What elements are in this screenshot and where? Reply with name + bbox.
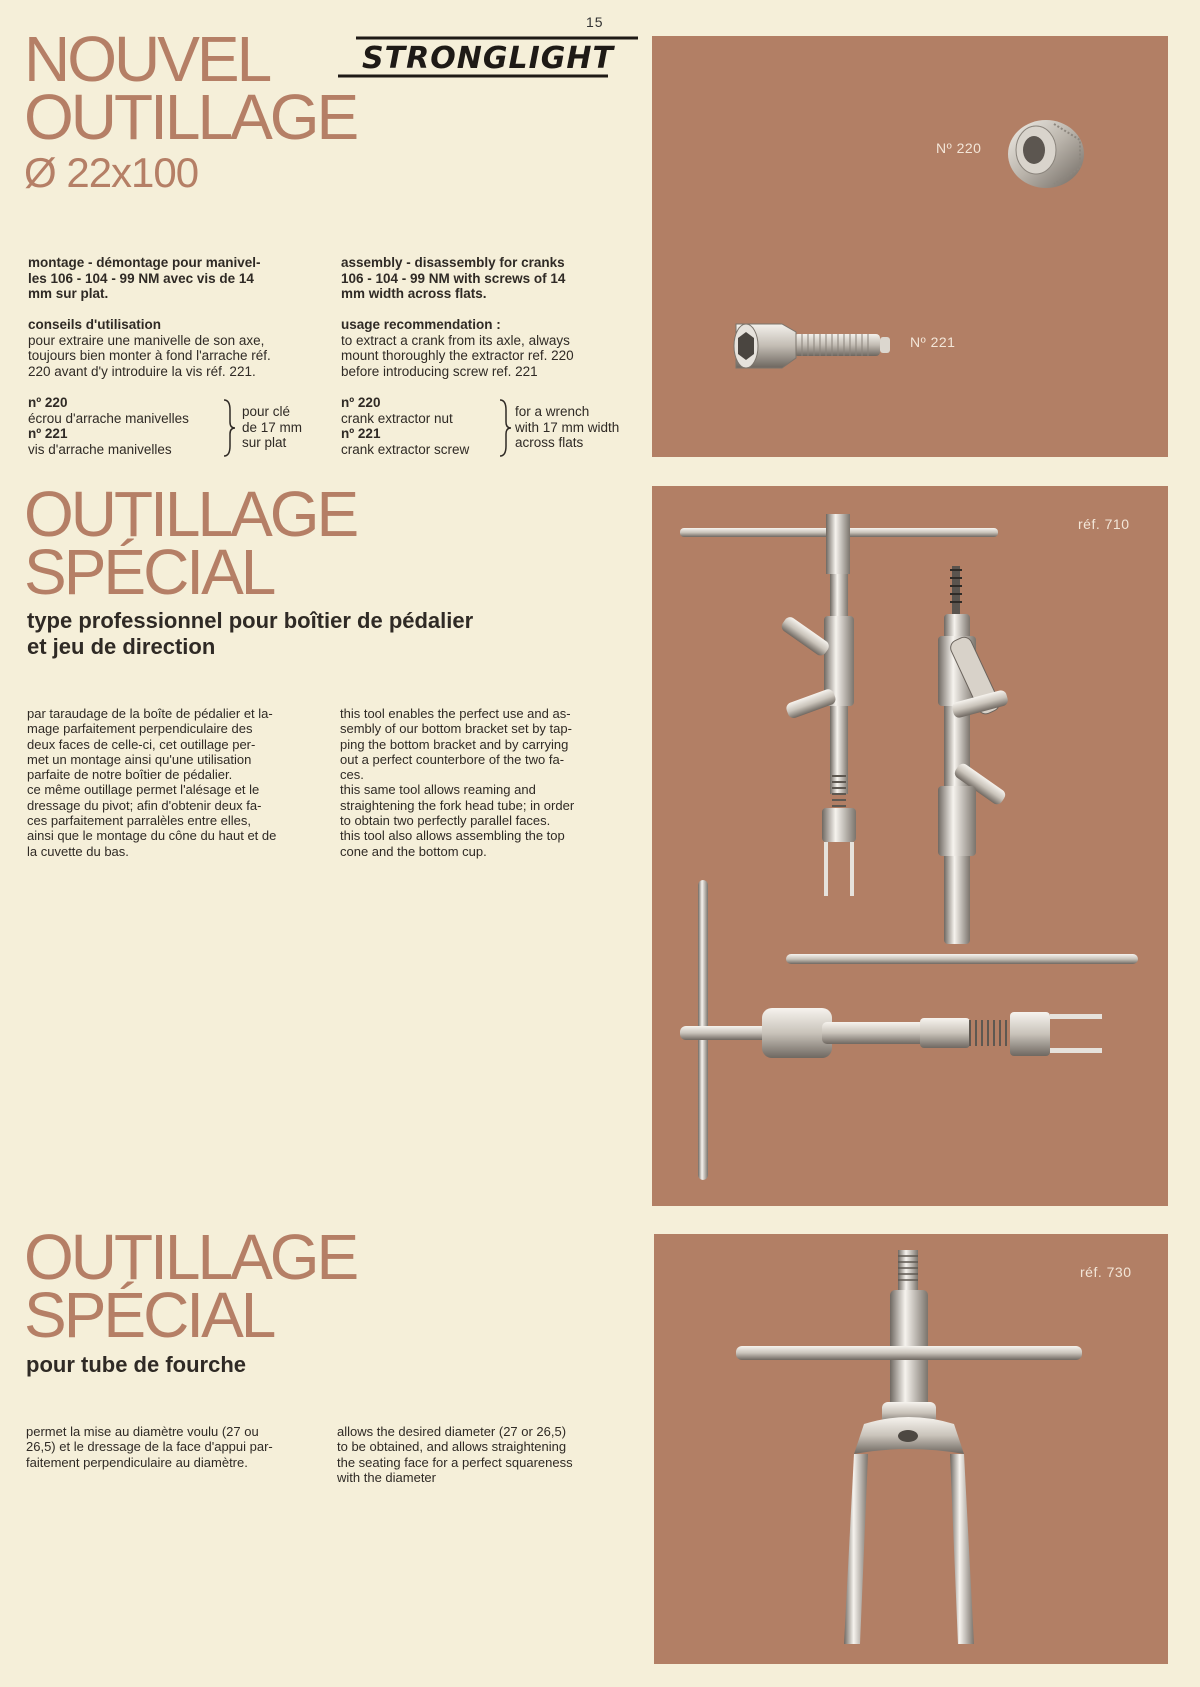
page-number: 15 [586,14,604,30]
section1-en-wrench [515,404,650,451]
section1-title-line1: NOUVEL [24,23,270,95]
nut-220-image [1004,116,1088,192]
en-text-line: ping the bottom bracket and by carrying [340,736,569,752]
en-heading-line: mm width across flats. [341,286,487,301]
section2-en-text [340,706,625,859]
fr-text-line: ainsi que le montage du cône du haut et de [27,828,277,844]
tool-730-image [654,1234,1168,1664]
fr-wrench-line: pour clé [242,404,291,419]
en-usage-line: before introducing screw ref. 221 [341,363,538,379]
photo-label-710: réf. 710 [1078,516,1130,532]
fr-part-no: nº 221 [28,426,68,441]
en-text-line: sembly of our bottom bracket set by tap- [340,721,572,737]
section1-fr-parts [28,395,228,457]
en-text-line: cone and the bottom cup. [340,843,487,859]
photo-crank-extractor [652,36,1168,457]
section1-en-usage [341,317,641,379]
en-text-line: ces. [340,767,364,783]
logo-text: STRONGLIGHT [362,41,614,76]
en-text-line: to obtain two perfectly parallel faces. [340,813,551,829]
fr-usage-line: 220 avant d'y introduire la vis réf. 221. [28,363,256,379]
fr-text-line: faitement perpendiculaire au diamètre. [26,1454,248,1470]
section3-fr-text [26,1424,316,1470]
section2-title-line1: OUTILLAGE [24,478,357,550]
fr-text-line: dressage du pivot; afin d'obtenir deux fa- [27,797,262,813]
en-part-no: nº 220 [341,395,381,410]
fr-part-no: nº 220 [28,395,68,410]
section2-subheading-line: type professionnel pour boîtier de pédalier [27,608,474,633]
section1-fr-heading [28,255,318,302]
en-usage-line: mount thoroughly the extractor ref. 220 [341,348,574,363]
fr-text-line: met un montage ainsi qu'une utilisation [27,751,252,767]
section1-en-parts [341,395,501,457]
stronglight-logo [338,34,638,84]
section2-title-line2: SPÉCIAL [24,536,274,608]
section2-subheading-line: et jeu de direction [27,634,216,659]
en-text-line: this tool also allows assembling the top [340,828,565,844]
en-text-line: allows the desired diameter (27 or 26,5) [337,1424,567,1439]
en-text-line: straightening the fork head tube; in order [340,797,575,813]
en-part-desc: crank extractor nut [341,410,453,426]
section3-subheading: pour tube de fourche [26,1352,246,1377]
tool-710-image [652,486,1168,1206]
en-wrench-line: across flats [515,435,584,450]
section3-title-line1: OUTILLAGE [24,1221,357,1293]
fr-part-desc: vis d'arrache manivelles [28,441,172,457]
section3-en-text [337,1424,627,1485]
fr-text-line: ces parfaitement parralèles entre elles, [27,813,252,829]
en-text-line: the seating face for a perfect squareness [337,1454,573,1470]
en-usage-line: to extract a crank from its axle, always [341,332,570,348]
en-part-desc: crank extractor screw [341,441,470,457]
section2-subheading [27,608,587,660]
fr-usage-line: pour extraire une manivelle de son axe, [28,332,265,348]
fr-text-line: parfaite de notre boîtier de pédalier. [27,767,233,783]
section3-title [24,1221,357,1351]
fr-wrench-line: de 17 mm [242,419,303,435]
section3-title-line2: SPÉCIAL [24,1279,274,1351]
fr-text-line: la cuvette du bas. [27,843,129,859]
photo-label-221: Nº 221 [910,334,956,350]
section1-title [24,23,357,196]
en-text-line: this same tool allows reaming and [340,782,536,798]
photo-tool-710 [652,486,1168,1206]
section1-subtitle: Ø 22x100 [24,149,199,196]
en-heading-line: 106 - 104 - 99 NM with screws of 14 [341,270,566,286]
en-text-line: with the diameter [337,1469,436,1485]
fr-part-desc: écrou d'arrache manivelles [28,410,189,426]
fr-text-line: ce même outillage permet l'alésage et le [27,782,260,798]
photo-label-730: réf. 730 [1080,1264,1132,1280]
en-usage-title: usage recommendation : [341,317,501,332]
section2-title [24,478,357,608]
en-brace [498,398,512,458]
fr-usage-title: conseils d'utilisation [28,317,161,332]
en-heading-line: assembly - disassembly for cranks [341,255,565,270]
fr-heading-line: mm sur plat. [28,286,109,301]
fr-text-line: 26,5) et le dressage de la face d'appui par- [26,1439,273,1455]
fr-wrench-line: sur plat [242,435,287,450]
section2-fr-text [27,706,311,859]
en-wrench-line: for a wrench [515,404,590,419]
en-text-line: this tool enables the perfect use and as- [340,706,571,721]
section1-fr-usage [28,317,323,379]
section1-title-line2: OUTILLAGE [24,81,357,153]
en-text-line: to be obtained, and allows straightening [337,1439,567,1455]
fr-heading-line: les 106 - 104 - 99 NM avec vis de 14 [28,270,254,286]
fr-text-line: par taraudage de la boîte de pédalier et la- [27,706,273,721]
section1-fr-wrench [242,404,332,451]
fr-text-line: mage parfaitement perpendiculaire des [27,721,253,737]
fr-brace [222,398,236,458]
photo-tool-730 [654,1234,1168,1664]
section1-en-heading [341,255,641,302]
fr-usage-line: toujours bien monter à fond l'arrache réf. [28,348,271,363]
fr-text-line: deux faces de celle-ci, cet outillage per- [27,736,256,752]
photo-label-220: Nº 220 [936,140,982,156]
en-text-line: out a perfect counterbore of the two fa- [340,751,565,767]
screw-221-image [732,314,892,378]
en-part-no: nº 221 [341,426,381,441]
en-wrench-line: with 17 mm width [515,419,620,435]
fr-heading-line: montage - démontage pour manivel- [28,255,261,270]
fr-text-line: permet la mise au diamètre voulu (27 ou [26,1424,259,1439]
